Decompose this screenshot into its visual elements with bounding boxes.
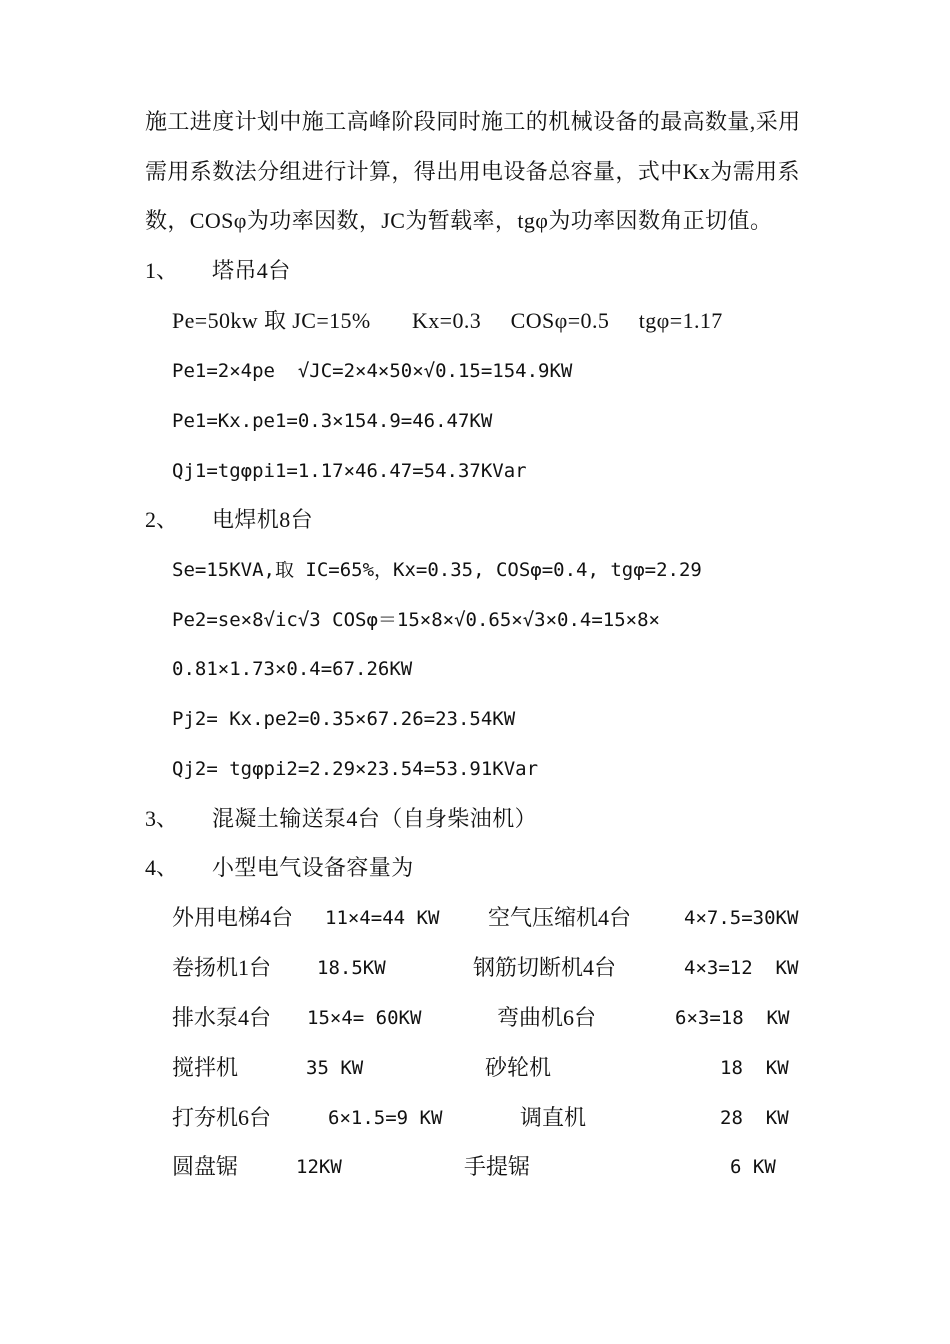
intro-line-2: 需用系数法分组进行计算，得出用电设备总容量，式中Kx为需用系 <box>145 159 800 184</box>
equipment-name: 钢筋切断机4台 <box>473 955 617 980</box>
equipment-capacity: 12KW <box>296 1156 342 1178</box>
intro-line-1: 施工进度计划中施工高峰阶段同时施工的机械设备的最高数量,采用 <box>145 109 801 134</box>
equipment-name: 打夯机6台 <box>172 1105 272 1130</box>
equipment-capacity: 11×4=44 KW <box>325 907 440 929</box>
tower-params: Pe=50kw 取 JC=15% Kx=0.3 COSφ=0.5 tgφ=1.17 <box>172 308 723 333</box>
section-2-title: 电焊机8台 <box>212 507 314 532</box>
equipment-capacity: 6 KW <box>730 1156 776 1178</box>
equipment-capacity: 15×4= 60KW <box>307 1007 422 1029</box>
equipment-capacity: 18.5KW <box>317 957 386 979</box>
equipment-name: 空气压缩机4台 <box>488 905 632 930</box>
equipment-capacity: 6×1.5=9 KW <box>328 1107 443 1129</box>
section-2-number: 2、 <box>145 507 179 532</box>
welder-pe2-formula-b: 0.81×1.73×0.4=67.26KW <box>172 658 413 680</box>
equipment-name: 手提锯 <box>464 1154 531 1179</box>
equipment-name: 调直机 <box>520 1105 587 1130</box>
section-4-number: 4、 <box>145 855 179 880</box>
section-3-title: 混凝土输送泵4台（自身柴油机） <box>212 806 538 831</box>
equipment-name: 搅拌机 <box>172 1055 239 1080</box>
equipment-capacity: 4×3=12 KW <box>684 957 799 979</box>
welder-pe2-formula-a: Pe2=se×8√ic√3 COSφ＝15×8×√0.65×√3×0.4=15×8× <box>172 609 660 631</box>
equipment-capacity: 28 KW <box>720 1107 789 1129</box>
equipment-capacity: 4×7.5=30KW <box>684 907 799 929</box>
equipment-capacity: 18 KW <box>720 1057 789 1079</box>
equipment-capacity: 35 KW <box>306 1057 364 1079</box>
section-4-title: 小型电气设备容量为 <box>212 855 414 880</box>
section-1-title: 塔吊4台 <box>212 258 291 283</box>
equipment-name: 圆盘锯 <box>172 1154 239 1179</box>
section-3-number: 3、 <box>145 806 179 831</box>
equipment-name: 外用电梯4台 <box>172 905 294 930</box>
tower-qj1-formula: Qj1=tgφpi1=1.17×46.47=54.37KVar <box>172 460 527 482</box>
equipment-name: 排水泵4台 <box>172 1005 272 1030</box>
section-1-number: 1、 <box>145 258 179 283</box>
intro-line-3: 数，COSφ为功率因数，JC为暂载率，tgφ为功率因数角正切值。 <box>145 208 773 233</box>
equipment-name: 卷扬机1台 <box>172 955 272 980</box>
welder-params: Se=15KVA,取 IC=65%，Kx=0.35, COSφ=0.4, tgφ=2.29 <box>172 559 702 581</box>
equipment-name: 弯曲机6台 <box>497 1005 597 1030</box>
equipment-name: 砂轮机 <box>485 1055 552 1080</box>
welder-qj2-formula: Qj2= tgφpi2=2.29×23.54=53.91KVar <box>172 758 539 780</box>
equipment-capacity: 6×3=18 KW <box>675 1007 790 1029</box>
welder-pj2-formula: Pj2= Kx.pe2=0.35×67.26=23.54KW <box>172 708 516 730</box>
tower-pj1-formula: Pe1=Kx.pe1=0.3×154.9=46.47KW <box>172 410 493 432</box>
tower-pe1-formula: Pe1=2×4pe √JC=2×4×50×√0.15=154.9KW <box>172 360 573 382</box>
